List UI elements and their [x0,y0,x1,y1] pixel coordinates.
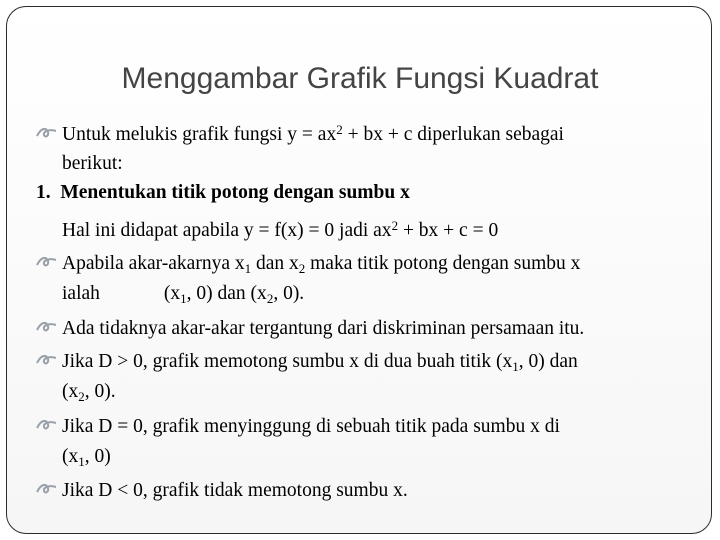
bullet-line-4-cont: ($x_2$, 0). [62,381,116,404]
bullet-line-2: Apabila akar-akarnya $x_1$ dan $x_2$ maka titik potong dengan sumbu x [62,253,581,276]
bullet-line-5-cont: ($x_1$, 0) [62,446,111,469]
curl-bullet-icon [36,418,57,432]
curl-bullet-icon [36,126,57,140]
bullet-line-6: Jika D < 0, grafik tidak memotong sumbu x. [62,480,408,501]
numbered-item-1-detail: Hal ini didapat apabila y = f(x) = 0 jadi $ax^2$ + bx + c = 0 [62,218,499,241]
curl-bullet-icon [36,482,57,496]
slide-title: Menggambar Grafik Fungsi Kuadrat [121,62,599,95]
bullet-line-4: Jika D > 0, grafik memotong sumbu x di dua buah titik ($x_1$, 0) dan [62,351,578,374]
bullet-line-3: Ada tidaknya akar-akar tergantung dari diskriminan persamaan itu. [62,318,585,339]
curl-bullet-icon [36,353,57,367]
numbered-item-1: 1. Menentukan titik potong dengan sumbu x [36,182,410,203]
bullet-line-2-cont: ialah ($x_1$, 0) dan ($x_2$, 0). [62,283,305,306]
bullet-line-1: Untuk melukis grafik fungsi $y = ax^2$ + bx + c diperlukan sebagai [62,122,564,145]
curl-bullet-icon [36,320,57,334]
bullet-line-5: Jika D = 0, grafik menyinggung di sebuah titik pada sumbu x di [62,416,560,437]
bullet-line-1-cont: berikut: [62,153,123,174]
curl-bullet-icon [36,255,57,269]
